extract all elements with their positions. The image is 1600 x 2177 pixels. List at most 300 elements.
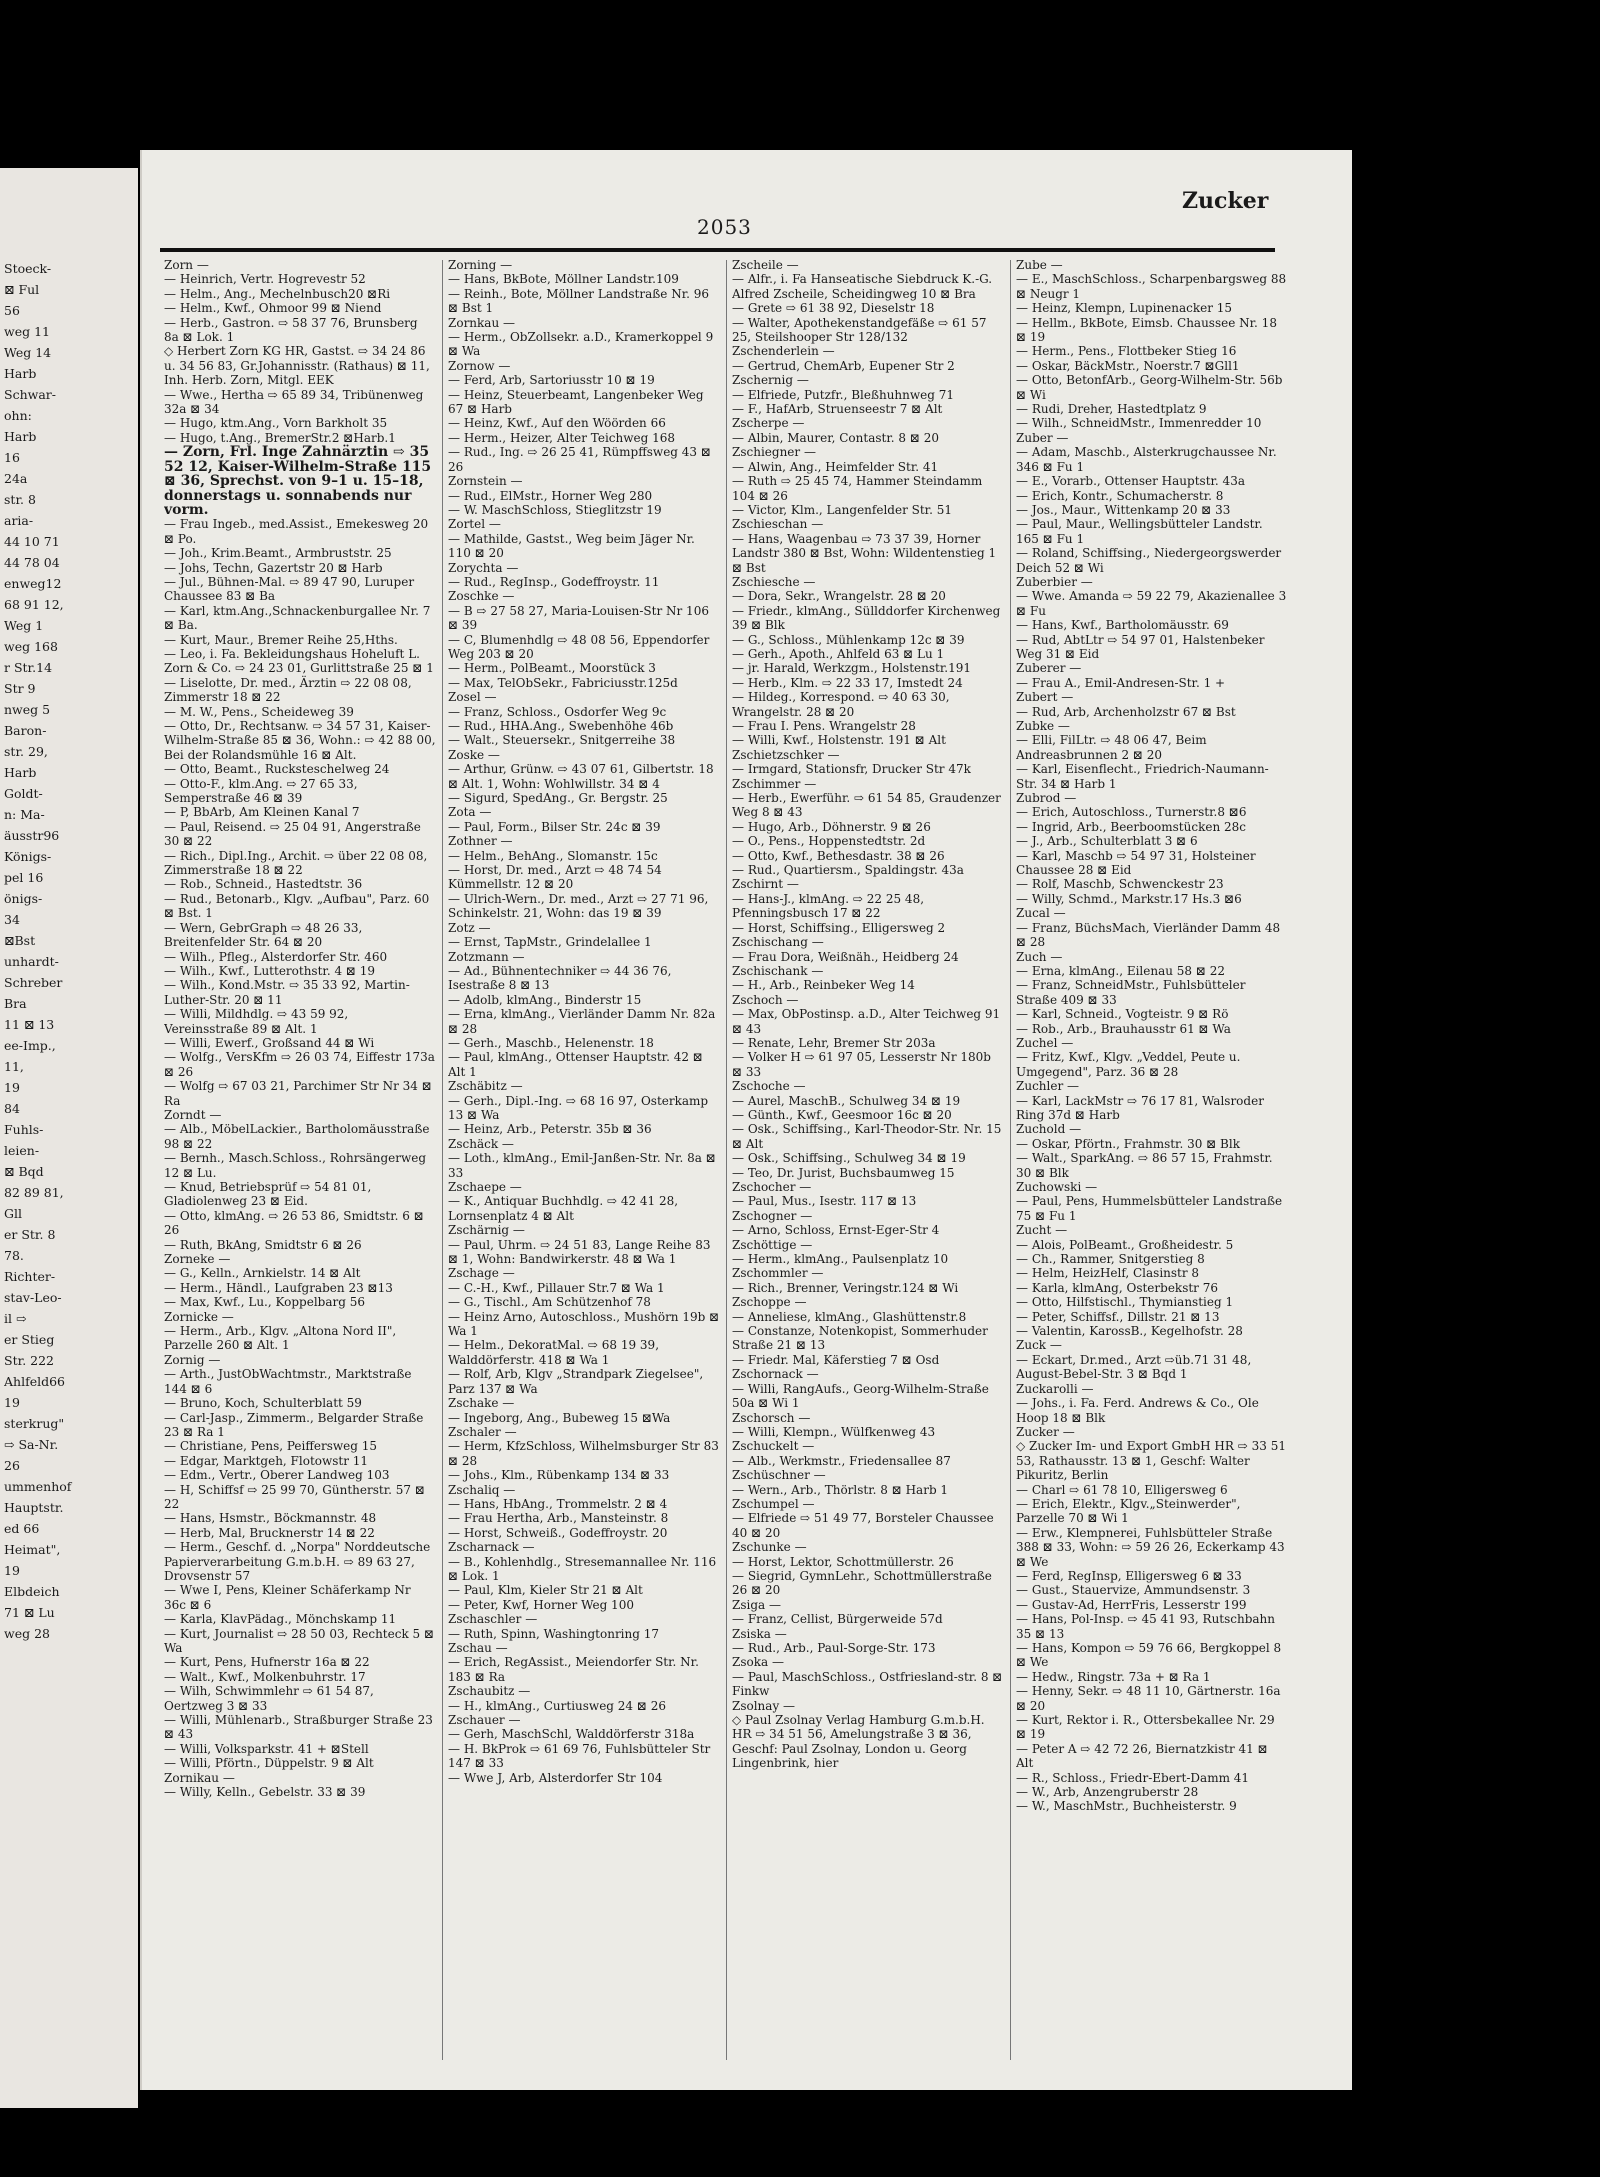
directory-entry: — Frau Ingeb., med.Assist., Emekesweg 20 ⊠ Po. bbox=[164, 517, 429, 546]
directory-entry: — Herm., klmAng., Paulsenplatz 10 bbox=[732, 1252, 949, 1267]
directory-entry: — Rudi, Dreher, Hastedtplatz 9 bbox=[1016, 402, 1207, 417]
directory-entry: — Willy, Schmd., Markstr.17 Hs.3 ⊠6 bbox=[1016, 891, 1242, 906]
surname-heading: Zschocher — bbox=[732, 1180, 812, 1194]
directory-entry: — Willy, Kelln., Gebelstr. 33 ⊠ 39 bbox=[164, 1785, 366, 1800]
left-fragment-line: 16 bbox=[4, 450, 20, 465]
directory-entry: — Edgar, Marktgeh, Flotowstr 11 bbox=[164, 1453, 369, 1468]
directory-entry: — Alois, PolBeamt., Großheidestr. 5 bbox=[1016, 1237, 1234, 1252]
surname-heading: Zschaepe — bbox=[448, 1180, 522, 1194]
directory-entry: — Hans, BkBote, Möllner Landstr.109 bbox=[448, 272, 679, 287]
directory-entry: — Karl, ktm.Ang.,Schnackenburgallee Nr. 7 ⊠ Ba. bbox=[164, 603, 431, 633]
directory-entry: — Herb., Klm. ⇨ 22 33 17, Imstedt 24 bbox=[732, 675, 963, 690]
directory-entry: — Hugo, t.Ang., BremerStr.2 ⊠Harb.1 bbox=[164, 430, 396, 445]
directory-entry: — G., Kelln., Arnkielstr. 14 ⊠ Alt bbox=[164, 1266, 361, 1281]
column-divider bbox=[442, 260, 443, 2060]
directory-entry: — Wolfg ⇨ 67 03 21, Parchimer Str Nr 34 ⊠ Ra bbox=[164, 1079, 432, 1108]
surname-heading: Zorneke — bbox=[164, 1252, 231, 1267]
surname-heading: Zuckarolli — bbox=[1016, 1381, 1094, 1396]
directory-entry: — Max, TelObSekr., Fabriciusstr.125d bbox=[448, 675, 678, 690]
left-fragment-line: Heimat", bbox=[4, 1542, 61, 1557]
directory-entry: — Rich., Dipl.Ing., Archit. ⇨ über 22 08 08, Zimmerstraße 18 ⊠ 22 bbox=[164, 848, 428, 878]
directory-entry: — Anneliese, klmAng., Glashüttenstr.8 bbox=[732, 1309, 967, 1324]
directory-entry: — Hugo, ktm.Ang., Vorn Barkholt 35 bbox=[164, 416, 388, 431]
directory-entry: — Grete ⇨ 61 38 92, Dieselstr 18 bbox=[732, 301, 935, 316]
directory-entry: — Karl, Schneid., Vogteistr. 9 ⊠ Rö bbox=[1016, 1007, 1229, 1022]
left-fragment-line: ⇨ Sa-Nr. bbox=[4, 1437, 59, 1452]
left-fragment-line: ee-Imp., bbox=[4, 1038, 56, 1053]
surname-heading: Zscherpe — bbox=[732, 416, 805, 431]
left-fragment-line: äusstr96 bbox=[4, 828, 60, 843]
column-4 bbox=[1016, 258, 1288, 2068]
directory-entry: — H. BkProk ⇨ 61 69 76, Fuhlsbütteler Str 147 ⊠ 33 bbox=[448, 1741, 711, 1771]
left-fragment-line: weg 11 bbox=[4, 324, 50, 339]
directory-entry: — Otto, Beamt., Rucksteschelweg 24 bbox=[164, 762, 390, 777]
directory-entry: — Willi, Klempn., Wülfkenweg 43 bbox=[732, 1424, 936, 1439]
left-fragment-line: weg 28 bbox=[4, 1626, 50, 1641]
surname-heading: Zube — bbox=[1016, 258, 1063, 272]
directory-entry: — Henny, Sekr. ⇨ 48 11 10, Gärtnerstr. 16a ⊠ 20 bbox=[1016, 1684, 1281, 1713]
surname-heading: Zubke — bbox=[1016, 719, 1070, 733]
directory-entry: — Elli, FilLtr. ⇨ 48 06 47, Beim Andreasbrunnen 2 ⊠ 20 bbox=[1016, 733, 1207, 762]
surname-heading: Zschorsch — bbox=[732, 1410, 811, 1425]
directory-entry: — Hans-J., klmAng. ⇨ 22 25 48, Pfenningsbusch 17 ⊠ 22 bbox=[732, 891, 925, 921]
directory-entry: — Helm., Ang., Mechelnbusch20 ⊠Ri bbox=[164, 286, 391, 301]
directory-entry: — Ingeborg, Ang., Bubeweg 15 ⊠Wa bbox=[448, 1410, 671, 1425]
left-fragment-line: Königs- bbox=[4, 849, 52, 864]
directory-entry: — Hans, HbAng., Trommelstr. 2 ⊠ 4 bbox=[448, 1496, 668, 1511]
directory-entry: — Ernst, TapMstr., Grindelallee 1 bbox=[448, 935, 652, 950]
directory-entry: — Walter, Apothekenstandgefäße ⇨ 61 57 25, Steilshooper Str 128/132 bbox=[732, 315, 987, 345]
directory-entry: — Gustav-Ad, HerrFris, Lesserstr 199 bbox=[1016, 1597, 1247, 1612]
directory-entry: — Hans, Kompon ⇨ 59 76 66, Bergkoppel 8 ⊠ We bbox=[1016, 1641, 1282, 1670]
directory-entry: — Paul, MaschSchloss., Ostfriesland-str. 8 ⊠ Finkw bbox=[732, 1669, 1003, 1699]
surname-heading: Zschornack — bbox=[732, 1367, 819, 1382]
left-fragment-line: 34 bbox=[4, 912, 20, 927]
directory-entry: — Mathilde, Gastst., Weg beim Jäger Nr. 110 ⊠ 20 bbox=[448, 531, 695, 561]
surname-heading: Zschaliq — bbox=[448, 1482, 516, 1497]
surname-heading: Zschoch — bbox=[732, 992, 799, 1007]
left-fragment-line: str. 8 bbox=[4, 492, 36, 507]
directory-entry: — Erna, klmAng., Eilenau 58 ⊠ 22 bbox=[1016, 963, 1226, 978]
directory-entry: — C.-H., Kwf., Pillauer Str.7 ⊠ Wa 1 bbox=[448, 1280, 665, 1295]
left-fragment-line: 11 ⊠ 13 bbox=[4, 1017, 55, 1032]
directory-entry: — Herb., Ewerführ. ⇨ 61 54 85, Graudenzer Weg 8 ⊠ 43 bbox=[732, 791, 1001, 820]
surname-heading: Zschake — bbox=[448, 1396, 515, 1411]
left-fragment-line: önigs- bbox=[4, 891, 43, 906]
directory-entry: — Rob., Schneid., Hastedtstr. 36 bbox=[164, 877, 363, 892]
left-fragment-line: 44 10 71 bbox=[4, 534, 60, 549]
surname-heading: Zuch — bbox=[1016, 949, 1063, 964]
surname-heading: Zscharnack — bbox=[448, 1540, 535, 1555]
directory-entry: — Volker H ⇨ 61 97 05, Lesserstr Nr 180b ⊠ 33 bbox=[732, 1050, 991, 1079]
directory-entry: — Erw., Klempnerei, Fuhlsbütteler Straße 388 ⊠ 33, Wohn: ⇨ 59 26 26, Eckerkamp 43 ⊠ We bbox=[1016, 1525, 1285, 1569]
directory-entry: — Peter, Kwf, Horner Weg 100 bbox=[448, 1597, 634, 1612]
column-divider bbox=[726, 260, 727, 2060]
directory-entry: — Sigurd, SpedAng., Gr. Bergstr. 25 bbox=[448, 791, 668, 806]
directory-entry: — Herm., Pens., Flottbeker Stieg 16 bbox=[1016, 344, 1237, 359]
directory-entry: — Herm., ObZollsekr. a.D., Kramerkoppel 9 ⊠ Wa bbox=[448, 330, 714, 359]
directory-entry: — Herm., Händl., Laufgraben 23 ⊠13 bbox=[164, 1280, 393, 1295]
directory-entry: — Heinz, Arb., Peterstr. 35b ⊠ 36 bbox=[448, 1122, 652, 1137]
directory-entry: — Frau Hertha, Arb., Mansteinstr. 8 bbox=[448, 1511, 669, 1526]
directory-entry: — Wwe., Hertha ⇨ 65 89 34, Tribünenweg 32a ⊠ 34 bbox=[164, 387, 424, 417]
column-divider bbox=[1010, 260, 1011, 2060]
directory-entry: — Rud., Arb., Paul-Sorge-Str. 173 bbox=[732, 1641, 936, 1655]
directory-entry: — Otto, Dr., Rechtsanw. ⇨ 34 57 31, Kaiser-Wilhelm-Straße 85 ⊠ 36, Wohn.: ⇨ 42 88 00, Bei der Rolandsmühle 16 ⊠ Alt. bbox=[164, 719, 436, 762]
directory-entry: — Ad., Bühnentechniker ⇨ 44 36 76, Isestraße 8 ⊠ 13 bbox=[448, 963, 672, 993]
directory-entry: — Max, Kwf., Lu., Koppelbarg 56 bbox=[164, 1295, 365, 1310]
directory-entry: — Roland, Schiffsing., Niedergeorgswerder Deich 52 ⊠ Wi bbox=[1016, 546, 1282, 575]
directory-entry: — Ulrich-Wern., Dr. med., Arzt ⇨ 27 71 96, Schinkelstr. 21, Wohn: das 19 ⊠ 39 bbox=[448, 891, 709, 921]
directory-entry: — Heinz, Steuerbeamt, Langenbeker Weg 67 ⊠ Harb bbox=[448, 387, 704, 417]
surname-heading: Zschischang — bbox=[732, 935, 824, 950]
directory-entry: — Willi, Pförtn., Düppelstr. 9 ⊠ Alt bbox=[164, 1756, 374, 1771]
surname-heading: Zuberer — bbox=[1016, 661, 1082, 676]
left-fragment-line: Str. 222 bbox=[4, 1353, 54, 1368]
directory-entry: — Wolfg., VersKfm ⇨ 26 03 74, Eiffestr 173a ⊠ 26 bbox=[164, 1050, 435, 1079]
directory-entry: — Frau Dora, Weißnäh., Heidberg 24 bbox=[732, 949, 959, 964]
directory-entry: — W., Arb, Anzengruberstr 28 bbox=[1016, 1785, 1199, 1800]
directory-entry: — Rud, Arb, Archenholzstr 67 ⊠ Bst bbox=[1016, 704, 1236, 719]
directory-entry: — Knud, Betriebsprüf ⇨ 54 81 01, Gladiolenweg 23 ⊠ Eid. bbox=[164, 1180, 372, 1209]
left-fragment-line: Weg 14 bbox=[4, 345, 52, 360]
directory-entry: — Wilh., Kond.Mstr. ⇨ 35 33 92, Martin-Luther-Str. 20 ⊠ 11 bbox=[164, 978, 410, 1007]
left-fragment-line: Harb bbox=[4, 429, 37, 444]
left-fragment-line: Elbdeich bbox=[4, 1584, 60, 1599]
directory-entry: — Otto, Kwf., Bethesdastr. 38 ⊠ 26 bbox=[732, 848, 945, 863]
directory-entry: — Rob., Arb., Brauhausstr 61 ⊠ Wa bbox=[1016, 1021, 1231, 1036]
left-fragment-line: pel 16 bbox=[4, 870, 44, 885]
directory-entry: — C, Blumenhdlg ⇨ 48 08 56, Eppendorfer Weg 203 ⊠ 20 bbox=[448, 632, 710, 661]
directory-entry: — Kurt, Journalist ⇨ 28 50 03, Rechteck 5 ⊠ Wa bbox=[164, 1626, 435, 1655]
surname-heading: Zornikau — bbox=[164, 1770, 235, 1785]
directory-entry: — Rolf, Maschb, Schwenckestr 23 bbox=[1016, 877, 1224, 892]
directory-entry: — H., Arb., Reinbeker Weg 14 bbox=[732, 978, 915, 993]
directory-entry: — Rud, AbtLtr ⇨ 54 97 01, Halstenbeker Weg 31 ⊠ Eid bbox=[1016, 632, 1265, 661]
surname-heading: Zsiska — bbox=[732, 1626, 787, 1641]
directory-entry: — Frau I. Pens. Wrangelstr 28 bbox=[732, 719, 916, 733]
directory-entry: — Karl, LackMstr ⇨ 76 17 81, Walsroder Ring 37d ⊠ Harb bbox=[1016, 1093, 1264, 1122]
directory-entry: — Max, ObPostinsp. a.D., Alter Teichweg 91 ⊠ 43 bbox=[732, 1007, 1001, 1036]
directory-entry: — Rud., Betonarb., Klgv. „Aufbau", Parz. 60 ⊠ Bst. 1 bbox=[164, 891, 430, 921]
surname-heading: Zorning — bbox=[448, 258, 513, 272]
directory-entry: — Siegrid, GymnLehr., Schottmüllerstraße 26 ⊠ 20 bbox=[732, 1568, 992, 1598]
surname-heading: Zschischank — bbox=[732, 963, 824, 978]
surname-heading: Zschiesche — bbox=[732, 574, 816, 589]
left-fragment-line: 82 89 81, bbox=[4, 1185, 64, 1200]
directory-entry: — Wilh, Schwimmlehr ⇨ 61 54 87, Oertzweg 3 ⊠ 33 bbox=[164, 1684, 374, 1713]
directory-entry: — Walt., Kwf., Molkenbuhrstr. 17 bbox=[164, 1669, 366, 1684]
directory-entry: — Ruth, Spinn, Washingtonring 17 bbox=[448, 1626, 660, 1641]
surname-heading: Zornicke — bbox=[164, 1309, 234, 1324]
directory-entry: — Willi, RangAufs., Georg-Wilhelm-Straße 50a ⊠ Wi 1 bbox=[732, 1381, 989, 1411]
surname-heading: Zschäbitz — bbox=[448, 1079, 523, 1094]
header-rule bbox=[160, 248, 1275, 252]
directory-entry: — Friedr. Mal, Käferstieg 7 ⊠ Osd bbox=[732, 1352, 940, 1367]
directory-entry: — Horst, Dr. med., Arzt ⇨ 48 74 54 Kümmellstr. 12 ⊠ 20 bbox=[448, 863, 662, 892]
directory-entry: — Horst, Schweiß., Godeffroystr. 20 bbox=[448, 1525, 668, 1540]
directory-entry: — Otto, Hilfstischl., Thymianstieg 1 bbox=[1016, 1295, 1234, 1310]
surname-heading: Zscheile — bbox=[732, 258, 799, 272]
surname-heading: Zotzmann — bbox=[448, 949, 525, 964]
directory-entry: — Valentin, KarossB., Kegelhofstr. 28 bbox=[1016, 1324, 1243, 1339]
directory-entry: — Hans, Pol-Insp. ⇨ 45 41 93, Rutschbahn 35 ⊠ 13 bbox=[1016, 1612, 1276, 1641]
directory-entry: — Renate, Lehr, Bremer Str 203a bbox=[732, 1035, 936, 1050]
surname-heading: Zschoche — bbox=[732, 1079, 806, 1094]
directory-entry: — Johs., i. Fa. Ferd. Andrews & Co., Ole Hoop 18 ⊠ Blk bbox=[1016, 1396, 1259, 1425]
surname-heading: Zschoppe — bbox=[732, 1295, 807, 1310]
left-page-fragment bbox=[0, 168, 138, 2108]
directory-entry: — Johs, Techn, Gazertstr 20 ⊠ Harb bbox=[164, 560, 383, 575]
directory-entry: — jr. Harald, Werkzgm., Holstenstr.191 bbox=[732, 661, 971, 676]
directory-entry: — Irmgard, Stationsfr, Drucker Str 47k bbox=[732, 762, 971, 777]
directory-entry: — Karl, Eisenflecht., Friedrich-Naumann-Str. 34 ⊠ Harb 1 bbox=[1016, 762, 1269, 791]
directory-entry: — Karl, Maschb ⇨ 54 97 31, Holsteiner Chaussee 28 ⊠ Eid bbox=[1016, 848, 1256, 878]
directory-entry: — Herm., Heizer, Alter Teichweg 168 bbox=[448, 430, 676, 445]
surname-heading: Zschimmer — bbox=[732, 776, 817, 791]
left-fragment-line: 26 bbox=[4, 1458, 20, 1473]
directory-entry: — G., Schloss., Mühlenkamp 12c ⊠ 39 bbox=[732, 632, 965, 647]
directory-entry: — Alfr., i. Fa Hanseatische Siebdruck K.-G. Alfred Zscheile, Scheidingweg 10 ⊠ Bra bbox=[732, 272, 993, 301]
directory-entry: — Willi, Ewerf., Großsand 44 ⊠ Wi bbox=[164, 1035, 375, 1050]
left-fragment-line: Fuhls- bbox=[4, 1122, 44, 1137]
left-fragment-line: 56 bbox=[4, 303, 20, 318]
surname-heading: Zuberbier — bbox=[1016, 574, 1093, 589]
directory-entry: — Elfriede ⇨ 51 49 77, Borsteler Chaussee 40 ⊠ 20 bbox=[732, 1511, 994, 1540]
left-fragment-line: 68 91 12, bbox=[4, 597, 64, 612]
directory-entry: — Gerh., Maschb., Helenenstr. 18 bbox=[448, 1035, 654, 1050]
directory-entry: — M. W., Pens., Scheideweg 39 bbox=[164, 704, 354, 719]
surname-heading: Zorn — bbox=[164, 258, 209, 272]
directory-entry: — Kurt, Pens, Hufnerstr 16a ⊠ 22 bbox=[164, 1655, 370, 1670]
directory-entry: — Gerh., Dipl.-Ing. ⇨ 68 16 97, Osterkamp 13 ⊠ Wa bbox=[448, 1093, 709, 1122]
surname-heading: Zsolnay — bbox=[732, 1698, 796, 1713]
left-fragment-line: r Str.14 bbox=[4, 660, 53, 675]
directory-entry: — Otto, klmAng. ⇨ 26 53 86, Smidtstr. 6 ⊠ 26 bbox=[164, 1208, 424, 1238]
directory-entry: ◇ Zucker Im- und Export GmbH HR ⇨ 33 51 53, Rathausstr. 13 ⊠ 1, Geschf: Walter Pikuritz, Berlin bbox=[1016, 1439, 1286, 1483]
surname-heading: Zornkau — bbox=[448, 315, 515, 330]
directory-entry: — Adam, Maschb., Alsterkrugchaussee Nr. 346 ⊠ Fu 1 bbox=[1016, 445, 1277, 474]
directory-entry: — Alwin, Ang., Heimfelder Str. 41 bbox=[732, 459, 939, 474]
directory-entry: — Rud., ElMstr., Horner Weg 280 bbox=[448, 488, 653, 503]
surname-heading: Zuchler — bbox=[1016, 1079, 1080, 1094]
directory-entry: — Hildeg., Korrespond. ⇨ 40 63 30, Wrangelstr. 28 ⊠ 20 bbox=[732, 690, 950, 719]
directory-entry: — Frau A., Emil-Andresen-Str. 1 + bbox=[1016, 675, 1226, 690]
directory-entry: — Helm, HeizHelf, Clasinstr 8 bbox=[1016, 1266, 1200, 1281]
left-fragment-line: nweg 5 bbox=[4, 702, 51, 717]
directory-entry: — Franz, Cellist, Bürgerweide 57d bbox=[732, 1612, 943, 1627]
directory-entry: ◇ Paul Zsolnay Verlag Hamburg G.m.b.H. HR ⇨ 34 51 56, Amelungstraße 3 ⊠ 36, Geschf: Paul Zsolnay, London u. Georg Lingenbrink, hier bbox=[732, 1713, 985, 1771]
directory-entry: — K., Antiquar Buchhdlg. ⇨ 42 41 28, Lornsenplatz 4 ⊠ Alt bbox=[448, 1194, 679, 1223]
directory-entry: — Friedr., klmAng., Süllddorfer Kirchenweg 39 ⊠ Blk bbox=[732, 603, 1001, 633]
left-fragment-line: Harb bbox=[4, 765, 37, 780]
directory-entry: — H., klmAng., Curtiusweg 24 ⊠ 26 bbox=[448, 1698, 667, 1713]
surname-heading: Zuchold — bbox=[1016, 1122, 1082, 1137]
directory-entry: — Gust., Stauervize, Ammundsenstr. 3 bbox=[1016, 1583, 1251, 1598]
directory-entry: — E., Vorarb., Ottenser Hauptstr. 43a bbox=[1016, 474, 1245, 489]
surname-heading: Zothner — bbox=[448, 834, 513, 849]
directory-entry: — Herm, KfzSchloss, Wilhelmsburger Str 83 ⊠ 28 bbox=[448, 1439, 719, 1468]
directory-page bbox=[140, 150, 1352, 2090]
surname-heading: Zorndt — bbox=[164, 1107, 222, 1122]
directory-entry: — Wern, GebrGraph ⇨ 48 26 33, Breitenfelder Str. 64 ⊠ 20 bbox=[164, 920, 363, 950]
directory-entry: — Victor, Klm., Langenfelder Str. 51 bbox=[732, 502, 952, 517]
left-fragment-line: unhardt- bbox=[4, 954, 59, 969]
directory-entry: — Hedw., Ringstr. 73a + ⊠ Ra 1 bbox=[1016, 1669, 1211, 1684]
left-fragment-line: enweg12 bbox=[4, 576, 62, 591]
directory-entry: — Wilh., SchneidMstr., Immenredder 10 bbox=[1016, 416, 1262, 431]
left-fragment-line: Bra bbox=[4, 996, 27, 1011]
directory-entry: — Ch., Rammer, Snitgerstieg 8 bbox=[1016, 1252, 1205, 1267]
directory-entry: — Eckart, Dr.med., Arzt ⇨üb.71 31 48, August-Bebel-Str. 3 ⊠ Bqd 1 bbox=[1016, 1352, 1252, 1382]
directory-entry: — Ingrid, Arb., Beerboomstücken 28c bbox=[1016, 819, 1246, 834]
surname-heading: Zsoka — bbox=[732, 1655, 784, 1670]
left-fragment-line: 11, bbox=[4, 1059, 24, 1074]
directory-entry: — H, Schiffsf ⇨ 25 99 70, Güntherstr. 57 ⊠ 22 bbox=[164, 1482, 425, 1511]
directory-entry: — Horst, Lektor, Schottmüllerstr. 26 bbox=[732, 1554, 954, 1569]
left-fragment-line: 19 bbox=[4, 1395, 20, 1410]
directory-entry: — Albin, Maurer, Contastr. 8 ⊠ 20 bbox=[732, 430, 939, 445]
directory-entry: — Franz, SchneidMstr., Fuhlsbütteler Straße 409 ⊠ 33 bbox=[1016, 978, 1246, 1007]
directory-entry: — Herb., Gastron. ⇨ 58 37 76, Brunsberg 8a ⊠ Lok. 1 bbox=[164, 315, 418, 345]
surname-heading: Zschüschner — bbox=[732, 1468, 826, 1483]
left-fragment-line: weg 168 bbox=[4, 639, 58, 654]
directory-entry: — Osk., Schiffsing., Schulweg 34 ⊠ 19 bbox=[732, 1151, 966, 1166]
surname-heading: Zschommler — bbox=[732, 1266, 824, 1281]
directory-entry: — Kurt, Rektor i. R., Ottersbekallee Nr. 29 ⊠ 19 bbox=[1016, 1713, 1275, 1742]
directory-entry: — Kurt, Maur., Bremer Reihe 25,Hths. bbox=[164, 632, 398, 647]
surname-heading: Zschiegner — bbox=[732, 445, 816, 460]
surname-heading: Zschieschan — bbox=[732, 517, 824, 532]
directory-entry: — Heinz, Kwf., Auf den Wöörden 66 bbox=[448, 416, 666, 431]
surname-heading: Zschirnt — bbox=[732, 877, 799, 892]
directory-entry: — Rolf, Arb, Klgv „Strandpark Ziegelsee", Parz 137 ⊠ Wa bbox=[448, 1367, 704, 1396]
directory-entry: — Wilh., Pfleg., Alsterdorfer Str. 460 bbox=[164, 949, 388, 964]
directory-entry: — Bernh., Masch.Schloss., Rohrsängerweg 12 ⊠ Lu. bbox=[164, 1151, 427, 1180]
directory-entry: — Erna, klmAng., Vierländer Damm Nr. 82a ⊠ 28 bbox=[448, 1007, 716, 1036]
left-fragment-line: ⊠Bst bbox=[4, 933, 36, 948]
directory-entry: — Christiane, Pens, Peiffersweg 15 bbox=[164, 1439, 378, 1454]
directory-entry: — Erich, RegAssist., Meiendorfer Str. Nr. 183 ⊠ Ra bbox=[448, 1655, 699, 1684]
directory-entry: — Willi, Mühlenarb., Straßburger Straße 23 ⊠ 43 bbox=[164, 1713, 433, 1742]
directory-entry: — O., Pens., Hoppenstedtstr. 2d bbox=[732, 834, 926, 849]
surname-heading: Zubrod — bbox=[1016, 791, 1077, 806]
directory-entry: — Peter, Schiffsf., Dillstr. 21 ⊠ 13 bbox=[1016, 1309, 1220, 1324]
running-head: Zucker bbox=[1182, 188, 1269, 214]
left-fragment-line: Harb bbox=[4, 366, 37, 381]
directory-entry: — Teo, Dr. Jurist, Buchsbaumweg 15 bbox=[732, 1165, 955, 1180]
directory-entry: — Paul, Uhrm. ⇨ 24 51 83, Lange Reihe 83 ⊠ 1, Wohn: Bandwirkerstr. 48 ⊠ Wa 1 bbox=[448, 1237, 711, 1267]
directory-entry: — Leo, i. Fa. Bekleidungshaus Hoheluft L. Zorn & Co. ⇨ 24 23 01, Gurlittstraße 25 ⊠ 1 bbox=[164, 646, 434, 676]
directory-entry: — Oskar, BäckMstr., Noerstr.7 ⊠Gll1 bbox=[1016, 358, 1240, 373]
left-fragment-line: Schreber bbox=[4, 975, 63, 990]
left-fragment-line: Schwar- bbox=[4, 387, 56, 402]
surname-heading: Zucht — bbox=[1016, 1223, 1068, 1238]
directory-entry: — Helm., DekoratMal. ⇨ 68 19 39, Walddörferstr. 418 ⊠ Wa 1 bbox=[448, 1338, 660, 1367]
left-fragment-line: sterkrug" bbox=[4, 1416, 65, 1431]
directory-entry: — Wern., Arb., Thörlstr. 8 ⊠ Harb 1 bbox=[732, 1482, 949, 1497]
directory-entry: — Paul, Pens, Hummelsbütteler Landstraße 75 ⊠ Fu 1 bbox=[1016, 1194, 1283, 1223]
directory-entry: — Otto, BetonfArb., Georg-Wilhelm-Str. 56b ⊠ Wi bbox=[1016, 373, 1283, 402]
directory-entry: — Willi, Mildhdlg. ⇨ 43 59 92, Vereinsstraße 89 ⊠ Alt. 1 bbox=[164, 1007, 349, 1036]
directory-entry: — Walt., SparkAng. ⇨ 86 57 15, Frahmstr. 30 ⊠ Blk bbox=[1016, 1151, 1273, 1180]
directory-entry: — Oskar, Pförtn., Frahmstr. 30 ⊠ Blk bbox=[1016, 1136, 1240, 1151]
directory-entry: — Paul, Reisend. ⇨ 25 04 91, Angerstraße 30 ⊠ 22 bbox=[164, 819, 421, 849]
directory-entry: — Paul, Form., Bilser Str. 24c ⊠ 39 bbox=[448, 819, 661, 834]
left-fragment-line: 84 bbox=[4, 1101, 20, 1116]
left-fragment-line: Baron- bbox=[4, 723, 47, 738]
left-fragment-line: Goldt- bbox=[4, 786, 43, 801]
directory-entry: — Paul, Maur., Wellingsbütteler Landstr. 165 ⊠ Fu 1 bbox=[1016, 517, 1263, 546]
directory-entry: — E., MaschSchloss., Scharpenbargsweg 88 ⊠ Neugr 1 bbox=[1016, 272, 1287, 301]
directory-entry: — Gertrud, ChemArb, Eupener Str 2 bbox=[732, 358, 955, 373]
surname-heading: Zota — bbox=[448, 805, 492, 820]
directory-entry: — W. MaschSchloss, Stieglitzstr 19 bbox=[448, 502, 662, 517]
directory-entry: — Rud., Quartiersm., Spaldingstr. 43a bbox=[732, 863, 964, 878]
surname-heading: Zuchowski — bbox=[1016, 1180, 1098, 1194]
directory-entry: — R., Schloss., Friedr-Ebert-Damm 41 bbox=[1016, 1770, 1250, 1785]
directory-entry: — Horst, Schiffsing., Elligersweg 2 bbox=[732, 920, 946, 935]
column-1 bbox=[164, 258, 436, 2068]
directory-entry: — Wwe. Amanda ⇨ 59 22 79, Akazienallee 3 ⊠ Fu bbox=[1016, 589, 1287, 618]
directory-entry: — Karla, KlavPädag., Mönchskamp 11 bbox=[164, 1612, 397, 1627]
left-fragment-line: Richter- bbox=[4, 1269, 56, 1284]
surname-heading: Zschau — bbox=[448, 1641, 508, 1655]
directory-entry: — G., Tischl., Am Schützenhof 78 bbox=[448, 1295, 651, 1310]
directory-entry: — W., MaschMstr., Buchheisterstr. 9 bbox=[1016, 1799, 1237, 1814]
directory-entry: — Rud., RegInsp., Godeffroystr. 11 bbox=[448, 574, 660, 589]
directory-entry: — Constanze, Notenkopist, Sommerhuder Straße 21 ⊠ 13 bbox=[732, 1324, 988, 1353]
surname-heading: Zschage — bbox=[448, 1266, 515, 1281]
directory-entry: — Edm., Vertr., Oberer Landweg 103 bbox=[164, 1468, 390, 1483]
surname-heading: Zschuckelt — bbox=[732, 1439, 815, 1454]
directory-entry: — P, BbArb, Am Kleinen Kanal 7 bbox=[164, 805, 360, 820]
column-3 bbox=[732, 258, 1004, 2068]
directory-entry: — Herb, Mal, Brucknerstr 14 ⊠ 22 bbox=[164, 1525, 375, 1540]
directory-entry: — Dora, Sekr., Wrangelstr. 28 ⊠ 20 bbox=[732, 589, 946, 604]
directory-entry: — Wwe J, Arb, Alsterdorfer Str 104 bbox=[448, 1770, 663, 1785]
directory-entry: — Paul, Mus., Isestr. 117 ⊠ 13 bbox=[732, 1194, 917, 1209]
directory-entry: — Helm., Kwf., Ohmoor 99 ⊠ Niend bbox=[164, 301, 382, 316]
directory-entry: — Aurel, MaschB., Schulweg 34 ⊠ 19 bbox=[732, 1093, 961, 1108]
directory-entry: — Jul., Bühnen-Mal. ⇨ 89 47 90, Luruper Chaussee 83 ⊠ Ba bbox=[164, 574, 415, 604]
surname-heading: Zornow — bbox=[448, 358, 511, 373]
surname-heading: Zschogner — bbox=[732, 1208, 813, 1223]
left-fragment-line: ohn: bbox=[4, 408, 32, 423]
surname-heading: Zubert — bbox=[1016, 690, 1074, 705]
surname-heading: Zuber — bbox=[1016, 430, 1069, 445]
directory-entry: — Loth., klmAng., Emil-Janßen-Str. Nr. 8a ⊠ 33 bbox=[448, 1151, 716, 1180]
directory-entry: ◇ Herbert Zorn KG HR, Gastst. ⇨ 34 24 86 u. 34 56 83, Gr.Johannisstr. (Rathaus) ⊠ 11, Inh. Herb. Zorn, Mitgl. EEK bbox=[164, 344, 430, 388]
directory-entry: — Franz, BüchsMach, Vierländer Damm 48 ⊠ 28 bbox=[1016, 920, 1281, 950]
directory-entry: — Hans, Waagenbau ⇨ 73 37 39, Horner Landstr 380 ⊠ Bst, Wohn: Wildentenstieg 1 ⊠ Bst bbox=[732, 531, 997, 575]
directory-entry: — Hellm., BkBote, Eimsb. Chaussee Nr. 18 ⊠ 19 bbox=[1016, 315, 1277, 345]
directory-entry: — Ruth, BkAng, Smidtstr 6 ⊠ 26 bbox=[164, 1237, 362, 1252]
surname-heading: Zucker — bbox=[1016, 1424, 1075, 1439]
directory-entry: — F., HafArb, Struenseestr 7 ⊠ Alt bbox=[732, 402, 943, 417]
directory-entry: — Reinh., Bote, Möllner Landstraße Nr. 96 ⊠ Bst 1 bbox=[448, 286, 710, 316]
directory-entry: — Heinz Arno, Autoschloss., Mushörn 19b ⊠ Wa 1 bbox=[448, 1309, 720, 1339]
left-fragment-line: Ahlfeld66 bbox=[4, 1374, 66, 1389]
directory-entry: — Gerh., Apoth., Ahlfeld 63 ⊠ Lu 1 bbox=[732, 646, 945, 661]
directory-entry: — Arno, Schloss, Ernst-Eger-Str 4 bbox=[732, 1223, 940, 1238]
surname-heading: Zschauer — bbox=[448, 1713, 521, 1728]
surname-heading: Zschernig — bbox=[732, 373, 809, 388]
directory-entry: — Helm., BehAng., Slomanstr. 15c bbox=[448, 848, 658, 863]
surname-heading: Zuchel — bbox=[1016, 1035, 1074, 1050]
left-fragment-line: Str 9 bbox=[4, 681, 36, 696]
directory-entry: — Herm., Geschf. d. „Norpa" Norddeutsche Papierverarbeitung G.m.b.H. ⇨ 89 63 27, Drovsenstr 57 bbox=[164, 1540, 431, 1583]
